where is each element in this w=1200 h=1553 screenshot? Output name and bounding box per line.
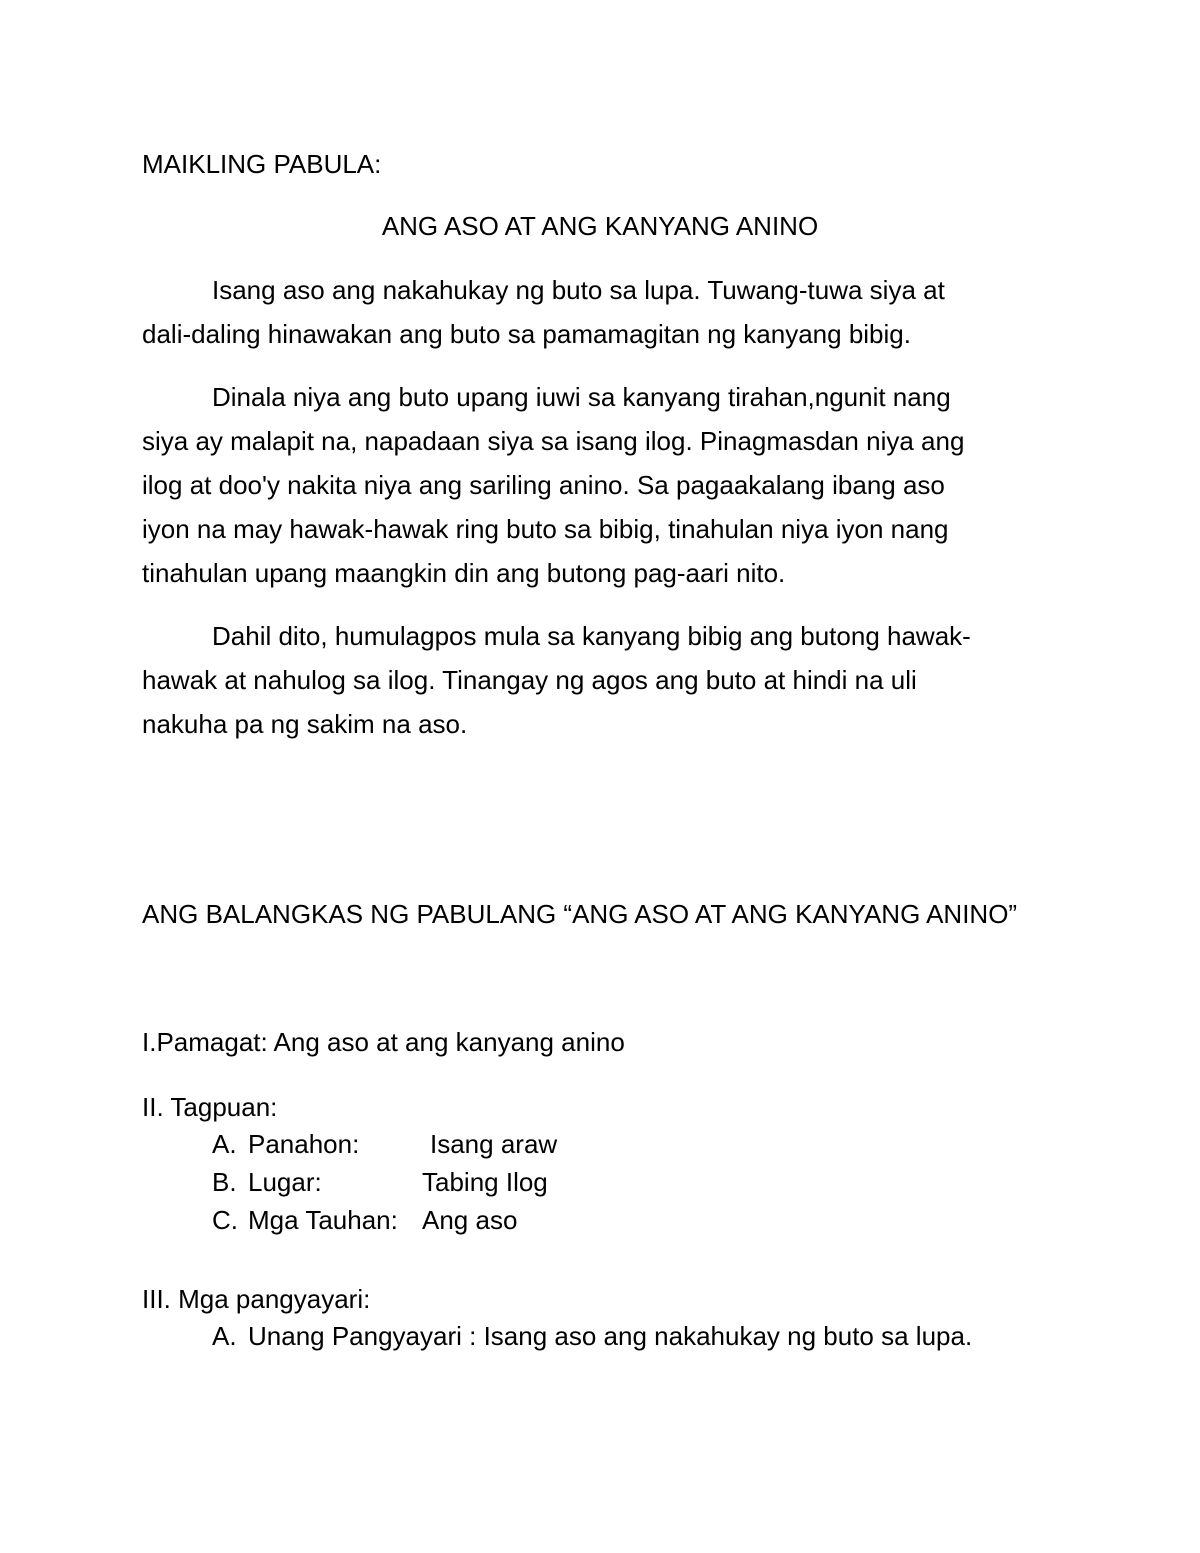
tagpuan-item-label: Mga Tauhan: bbox=[248, 1205, 398, 1235]
outline-tagpuan-heading: II. Tagpuan: bbox=[142, 1092, 278, 1122]
paragraph-2-line-2: siya ay malapit na, napadaan siya sa isang ilog. Pinagmasdan niya ang bbox=[142, 426, 965, 456]
tagpuan-item-label: Panahon: bbox=[248, 1129, 360, 1159]
outline-pamagat: I.Pamagat: Ang aso at ang kanyang anino bbox=[142, 1027, 625, 1057]
story-title: ANG ASO AT ANG KANYANG ANINO bbox=[381, 211, 819, 241]
tagpuan-item-panahon bbox=[212, 1128, 558, 1160]
pangyayari-item-text: Unang Pangyayari : Isang aso ang nakahukay ng buto sa lupa. bbox=[248, 1321, 973, 1351]
paragraph-2-line-4: iyon na may hawak-hawak ring buto sa bibig, tinahulan niya iyon nang bbox=[142, 514, 949, 544]
tagpuan-item-lugar bbox=[212, 1166, 548, 1198]
pangyayari-item-letter: A. bbox=[212, 1321, 237, 1351]
paragraph-3-line-3: nakuha pa ng sakim na aso. bbox=[142, 709, 468, 739]
tagpuan-item-value: Isang araw bbox=[430, 1129, 558, 1159]
tagpuan-item-letter: C. bbox=[212, 1205, 238, 1235]
paragraph-2-line-1: Dinala niya ang buto upang iuwi sa kanyang tirahan,ngunit nang bbox=[212, 382, 951, 412]
paragraph-3-line-1: Dahil dito, humulagpos mula sa kanyang bibig ang butong hawak- bbox=[212, 621, 971, 651]
paragraph-1-line-2: dali-daling hinawakan ang buto sa pamamagitan ng kanyang bibig. bbox=[142, 319, 911, 349]
outline-heading: ANG BALANGKAS NG PABULANG “ANG ASO AT ANG KANYANG ANINO” bbox=[142, 899, 1018, 929]
document-heading: MAIKLING PABULA: bbox=[142, 149, 382, 179]
paragraph-3-line-2: hawak at nahulog sa ilog. Tinangay ng agos ang buto at hindi na uli bbox=[142, 665, 917, 695]
tagpuan-item-label: Lugar: bbox=[248, 1167, 322, 1197]
paragraph-2-line-3: ilog at doo'y nakita niya ang sariling anino. Sa pagaakalang ibang aso bbox=[142, 470, 945, 500]
paragraph-2-line-5: tinahulan upang maangkin din ang butong pag-aari nito. bbox=[142, 558, 786, 588]
tagpuan-item-value: Tabing Ilog bbox=[422, 1167, 548, 1197]
pangyayari-item-unang bbox=[212, 1320, 972, 1352]
tagpuan-item-letter: B. bbox=[212, 1167, 237, 1197]
tagpuan-item-letter: A. bbox=[212, 1129, 237, 1159]
paragraph-1-line-1: Isang aso ang nakahukay ng buto sa lupa. Tuwang-tuwa siya at bbox=[212, 275, 945, 305]
tagpuan-item-value: Ang aso bbox=[422, 1205, 518, 1235]
outline-pangyayari-heading: III. Mga pangyayari: bbox=[142, 1284, 371, 1314]
tagpuan-item-mga-tauhan bbox=[212, 1204, 518, 1236]
